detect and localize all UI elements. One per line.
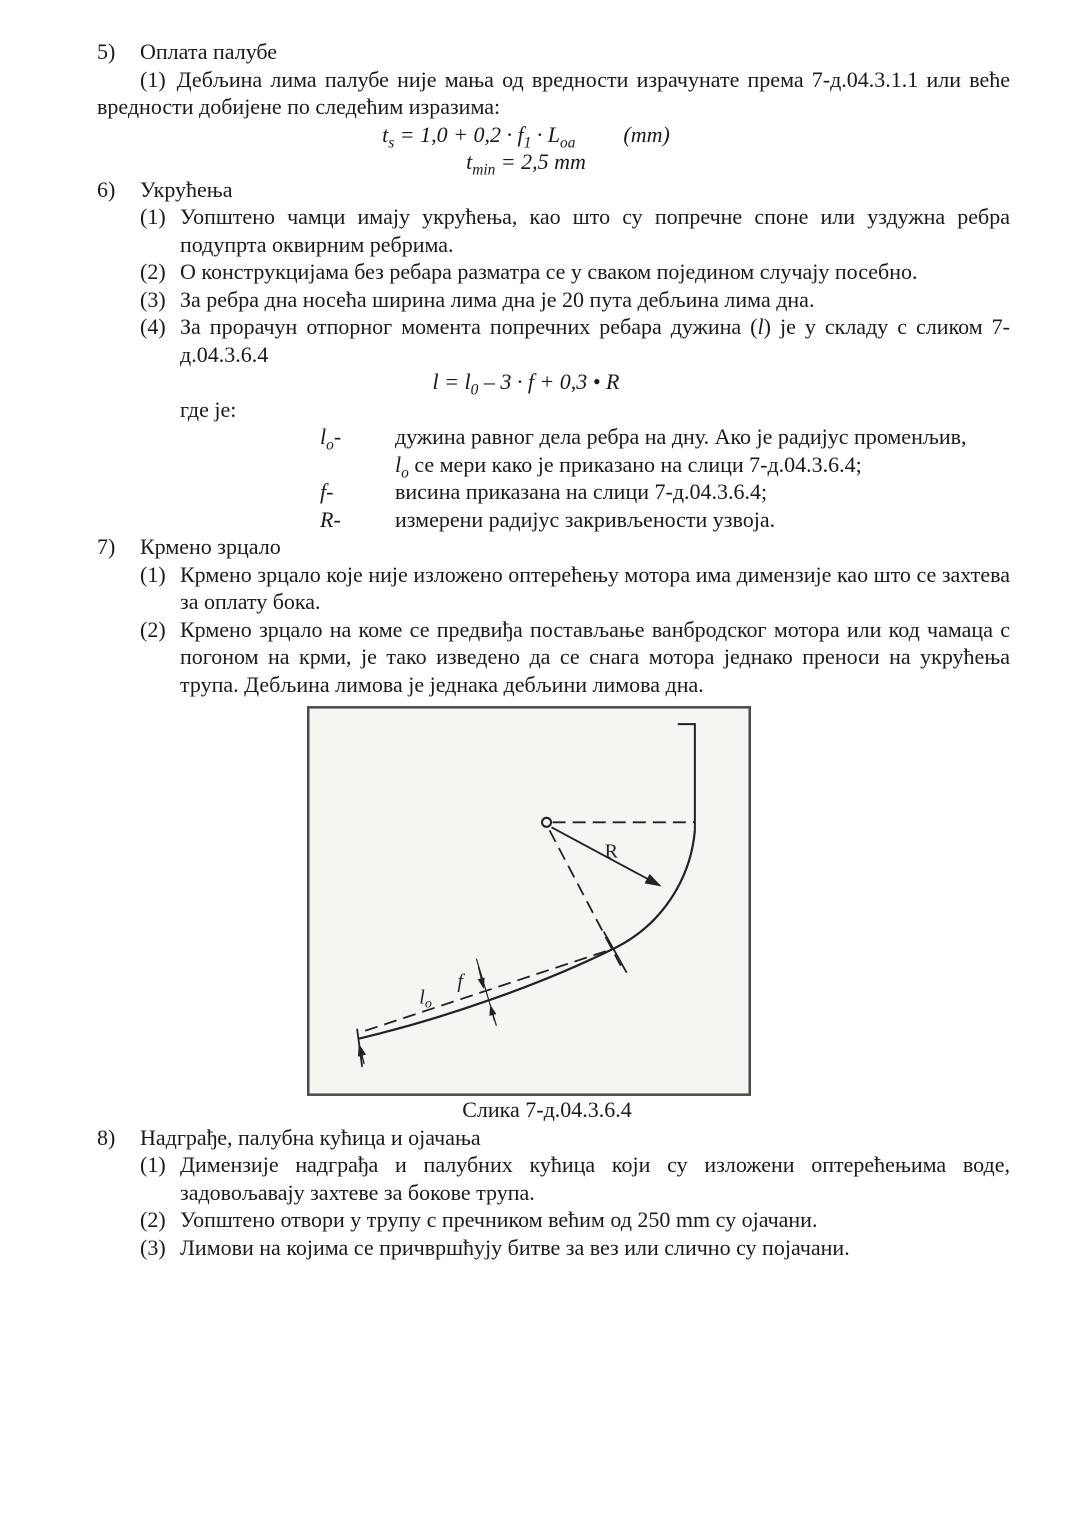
formula-l-rest: – 3 · f + 0,3 • R bbox=[478, 369, 620, 394]
section-6-item-3 bbox=[97, 286, 1010, 314]
section-5-number: 5) bbox=[97, 39, 116, 64]
section-6-title: Укрућења bbox=[140, 176, 233, 202]
section-6-item-1 bbox=[97, 203, 1010, 258]
line2-sub: o bbox=[401, 463, 409, 481]
formula-ts-mid2: · L bbox=[531, 121, 561, 147]
item-text: За ребра дна носећа ширина лима дна је 20 пута дебљина лима дна. bbox=[180, 286, 815, 312]
chord-length-label: $l_o$ bbox=[419, 986, 432, 1012]
radius-center-point bbox=[542, 818, 551, 827]
formula-l-eq: = l bbox=[438, 369, 471, 394]
item-text: Крмено зрцало на коме се предвиђа постављање ванбродског мотора или код чамаца с погоном на крми, је тако изведено да се снага мотора једнако преноси на укрућења трупа. Дебљина лимова је једнака дебљини лимова дна. bbox=[180, 616, 1010, 697]
term-sub: o bbox=[326, 436, 334, 454]
term-dash: - bbox=[326, 479, 334, 504]
section-6-item-2 bbox=[97, 258, 1010, 286]
section-5-item-1 bbox=[97, 66, 1010, 121]
term-base: f bbox=[320, 479, 327, 504]
item-text: Лимови на којима се причвршћују битве за вез или слично су појачани. bbox=[180, 1234, 850, 1260]
formula-ts bbox=[97, 121, 955, 149]
item-marker: (1) bbox=[140, 561, 166, 587]
formula-l-sub: 0 bbox=[470, 381, 479, 399]
definition-term bbox=[320, 478, 333, 506]
definition-f bbox=[97, 478, 1010, 506]
item-text: ) је у складу с сликом 7-д.04.3.6.4 bbox=[180, 314, 1010, 367]
item-text: О конструкцијама без ребара разматра се у сваком поједином случају посебно. bbox=[180, 259, 918, 284]
formula-tmin-rest: = 2,5 mm bbox=[495, 149, 586, 174]
definition-R bbox=[97, 506, 1010, 534]
definition-text-line-1: дужина равног дела ребра на дну. Ако је радијус променљив, bbox=[395, 424, 967, 449]
definition-term bbox=[320, 423, 342, 454]
section-5-heading bbox=[97, 38, 1010, 66]
section-8-item-2 bbox=[97, 1206, 1010, 1234]
where-label: где је: bbox=[180, 396, 237, 422]
formula-ts-sub: s bbox=[388, 133, 395, 151]
formula-l-base: l bbox=[432, 369, 439, 394]
item-text: Дебљина лима палубе није мања од вредности израчунате према 7-д.04.3.1.1 или веће вредности добијене по следећим изразима: bbox=[97, 66, 1010, 119]
item-marker: (1) bbox=[140, 66, 166, 92]
radius-label: R bbox=[604, 840, 619, 863]
term-dash: - bbox=[333, 424, 342, 449]
section-7-heading bbox=[97, 533, 1010, 561]
section-7-number: 7) bbox=[97, 534, 116, 559]
section-6-item-4 bbox=[97, 313, 1010, 368]
term-dash: - bbox=[333, 506, 341, 532]
item-text: Димензије надграђа и палубних кућица који су изложени оптерећењима воде, задовољавају захтеве за бокове трупа. bbox=[180, 1152, 1010, 1205]
definition-text-line-2 bbox=[395, 451, 1010, 479]
item-marker: (4) bbox=[140, 314, 166, 339]
definition-term bbox=[320, 506, 341, 534]
figure-caption: Слика 7-д.04.3.6.4 bbox=[462, 1097, 632, 1122]
term-base: R bbox=[320, 506, 334, 532]
figure-border bbox=[308, 707, 749, 1094]
formula-tmin-sub: min bbox=[472, 161, 496, 179]
line2-rest: се мери како је приказано на слици 7-д.04.3.6.4; bbox=[408, 451, 862, 477]
section-8-item-1 bbox=[97, 1151, 1010, 1206]
section-8-number: 8) bbox=[97, 1124, 116, 1150]
item-text: Крмено зрцало које није изложено оптерећењу мотора има димензије као што се захтева за оплату бока. bbox=[180, 561, 1010, 614]
item-text: Уопштено чамци имају укрућења, као што су попречне споне или уздужна ребра подупрта оквирним ребрима. bbox=[180, 204, 1010, 257]
formula-ts-base: t bbox=[382, 121, 389, 147]
formula-tmin-base: t bbox=[466, 149, 473, 174]
figure-7-d-04-3-6-4 bbox=[307, 706, 751, 1096]
item-text: Уопштено отвори у трупу с пречником већим од 250 mm су ојачани. bbox=[180, 1207, 818, 1232]
formula-l bbox=[97, 368, 955, 399]
formula-ts-sub3: oa bbox=[560, 133, 576, 151]
hull-section-diagram bbox=[307, 706, 751, 1096]
section-8-heading bbox=[97, 1124, 1010, 1152]
line2-base: l bbox=[395, 451, 402, 477]
section-7-title: Крмено зрцало bbox=[140, 534, 281, 559]
section-7-item-2 bbox=[97, 616, 1010, 699]
item-marker: (1) bbox=[140, 1152, 166, 1177]
section-8-title: Надграђе, палубна кућица и ојачања bbox=[140, 1124, 481, 1150]
term-base: l bbox=[320, 424, 327, 449]
formula-ts-sub2: 1 bbox=[523, 133, 532, 151]
definition-text: измерени радијус закривљености узвоја. bbox=[395, 506, 776, 532]
section-7-item-1 bbox=[97, 561, 1010, 616]
item-marker: (1) bbox=[140, 204, 166, 229]
section-8-item-3 bbox=[97, 1234, 1010, 1262]
item-marker: (2) bbox=[140, 259, 166, 284]
formula-ts-mid: = 1,0 + 0,2 · f bbox=[394, 121, 524, 147]
definition-text: висина приказана на слици 7-д.04.3.6.4; bbox=[395, 479, 768, 504]
item-marker: (2) bbox=[140, 1207, 166, 1232]
item-marker: (3) bbox=[140, 1234, 166, 1260]
item-variable: l bbox=[757, 314, 764, 339]
item-text: За прорачун отпорног момента попречних ребара дужина ( bbox=[180, 314, 758, 339]
section-6-number: 6) bbox=[97, 176, 116, 202]
definition-l0 bbox=[97, 423, 1010, 481]
formula-ts-unit: (mm) bbox=[623, 121, 670, 147]
item-marker: (3) bbox=[140, 286, 166, 312]
section-6-heading bbox=[97, 176, 1010, 204]
section-5-title: Оплата палубе bbox=[140, 39, 278, 64]
item-marker: (2) bbox=[140, 616, 166, 642]
formula-tmin bbox=[97, 148, 955, 179]
camber-label: f bbox=[457, 970, 463, 993]
